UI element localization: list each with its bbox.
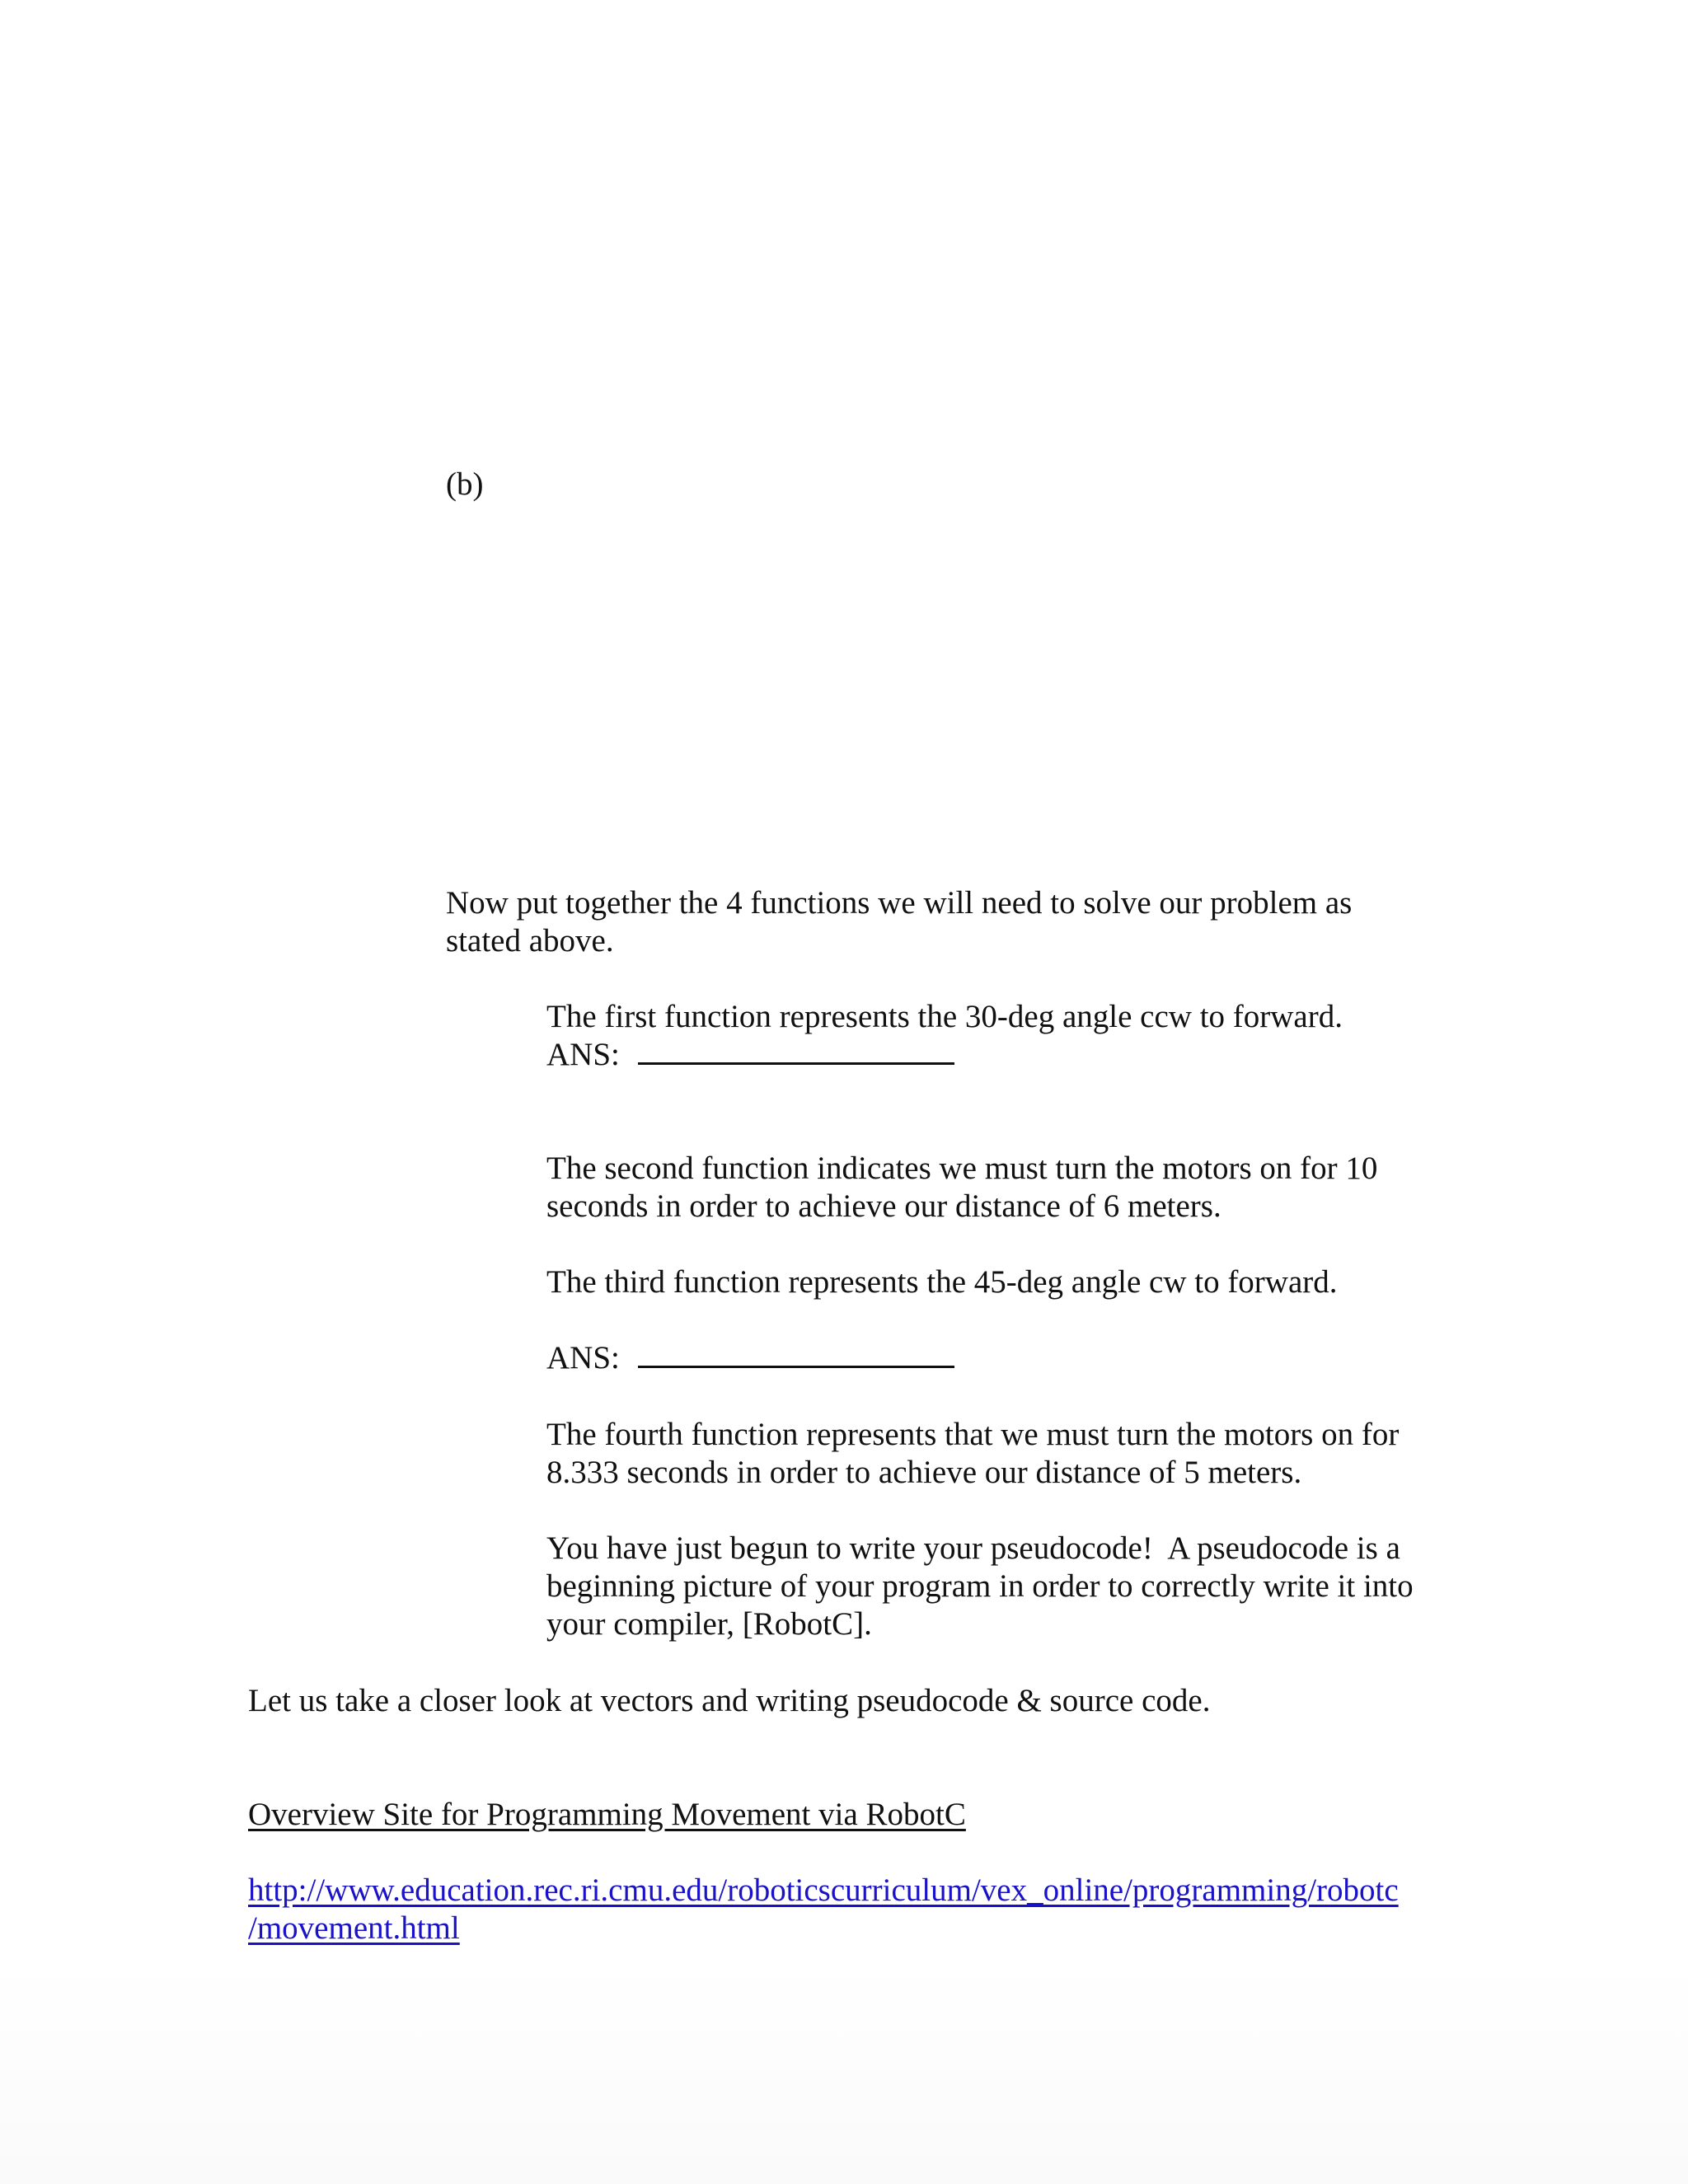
fourth-function-line-2: 8.333 seconds in order to achieve our distance of 5 meters. (546, 1455, 1302, 1490)
movement-link-line-2[interactable]: /movement.html (248, 1910, 460, 1946)
third-function-text: The third function represents the 45-deg angle cw to forward. (546, 1264, 1338, 1300)
intro-line-1: Now put together the 4 functions we will need to solve our problem as (446, 885, 1353, 921)
page-bottom-shade (0, 1961, 1688, 2184)
pseudocode-note-line-2: beginning picture of your program in order to correctly write it into (546, 1568, 1414, 1604)
second-function-line-2: seconds in order to achieve our distance of 6 meters. (546, 1188, 1221, 1224)
pseudocode-note-line-3: your compiler, [RobotC]. (546, 1606, 872, 1642)
answer-blank-2[interactable] (638, 1339, 954, 1368)
section-label: (b) (446, 466, 484, 502)
first-function-answer (546, 1035, 954, 1074)
third-function-answer (546, 1338, 954, 1377)
fourth-function-line-1: The fourth function represents that we must turn the motors on for (546, 1417, 1400, 1452)
ans-label: ANS: (546, 1037, 620, 1072)
overview-heading: Overview Site for Programming Movement via RobotC (248, 1797, 966, 1832)
answer-blank-1[interactable] (638, 1036, 954, 1065)
pseudocode-note-line-1: You have just begun to write your pseudocode! A pseudocode is a (546, 1530, 1400, 1566)
second-function-line-1: The second function indicates we must turn the motors on for 10 (546, 1151, 1378, 1186)
movement-link-line-1[interactable]: http://www.education.rec.ri.cmu.edu/roboticscurriculum/vex_online/programming/robotc (248, 1872, 1399, 1908)
first-function-text: The first function represents the 30-deg angle ccw to forward. (546, 999, 1343, 1034)
intro-line-2: stated above. (446, 923, 614, 958)
closer-look-text: Let us take a closer look at vectors and writing pseudocode & source code. (248, 1683, 1211, 1718)
ans-label: ANS: (546, 1340, 620, 1376)
